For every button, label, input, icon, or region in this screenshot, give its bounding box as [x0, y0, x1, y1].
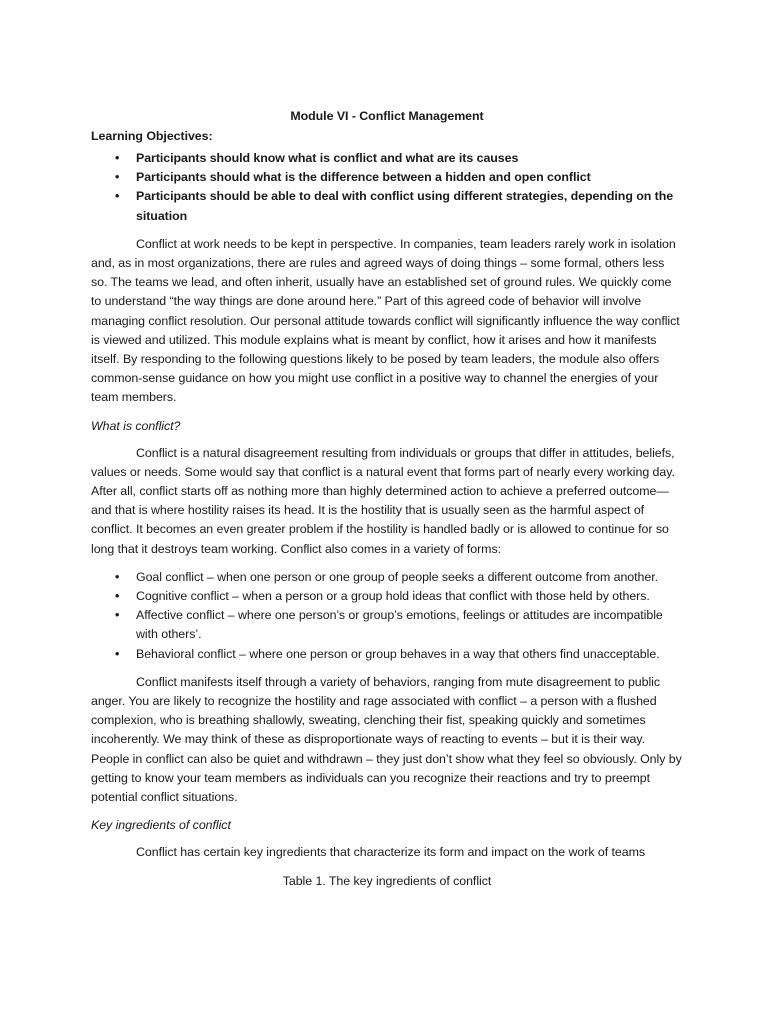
- conflict-form-text: Goal conflict – when one person or one group of people seeks a different outcome from another.: [136, 569, 659, 584]
- objective-text: Participants should know what is conflict and what are its causes: [136, 151, 519, 165]
- manifest-paragraph: Conflict manifests itself through a variety of behaviors, ranging from mute disagreement to public anger. You are likely to recognize the hostility and rage associated with conflict – a person with a flushed complexion, who is breathing shallowly, sweating, clenching their fist, speaking quickly and sometimes incoherently. We may think of these as disproportionate ways of reacting to events – but it is their way. People in conflict can also be quiet and withdrawn – they just don’t show what they feel so obviously. Only by getting to know your team members as individuals can you recognize their reactions and try to preempt potential conflict situations.: [91, 674, 682, 805]
- list-item: [91, 568, 683, 587]
- key-ingredients-paragraph: Conflict has certain key ingredients that characterize its form and impact on the work of teams: [136, 845, 646, 860]
- bullet-icon: •: [115, 646, 120, 661]
- conflict-form-text: Behavioral conflict – where one person or group behaves in a way that others find unacceptable.: [136, 646, 660, 661]
- objective-text: Participants should be able to deal with conflict using different strategies, depending on the situation: [136, 189, 674, 223]
- page-title: Module VI - Conflict Management: [290, 109, 484, 123]
- bullet-icon: •: [115, 569, 120, 584]
- table-caption: Table 1. The key ingredients of conflict: [282, 873, 492, 888]
- list-item: [91, 587, 683, 606]
- bullet-icon: •: [115, 189, 120, 204]
- intro-paragraph: Conflict at work needs to be kept in perspective. In companies, team leaders rarely work in isolation and, as in most organizations, there are rules and agreed ways of doing things – some formal, others less so. The teams we lead, and often inherit, usually have an established set of ground rules. We quickly come to understand “the way things are done around here.” Part of this agreed code of behavior will involve managing conflict resolution. Our personal attitude towards conflict will significantly influence the way conflict is viewed and utilized. This module explains what is meant by conflict, how it arises and how it manifests itself. By responding to the following questions likely to be posed by team leaders, the module also offers common-sense guidance on how you might use conflict in a positive way to channel the energies of your team members.: [91, 236, 680, 405]
- list-item: [91, 187, 683, 225]
- conflict-form-text: Affective conflict – where one person’s or group’s emotions, feelings or attitudes are incompatible with others’.: [136, 608, 663, 642]
- objectives-list: [91, 149, 683, 226]
- list-item: [91, 149, 683, 168]
- list-item: [91, 645, 683, 664]
- section-heading-key-ingredients: Key ingredients of conflict: [91, 818, 231, 833]
- bullet-icon: •: [115, 170, 120, 185]
- objective-text: Participants should what is the difference between a hidden and open conflict: [136, 170, 591, 185]
- bullet-icon: •: [115, 151, 120, 165]
- objectives-heading: Learning Objectives:: [91, 129, 213, 143]
- list-item: [91, 606, 683, 644]
- list-item: [91, 168, 683, 187]
- conflict-form-text: Cognitive conflict – when a person or a group hold ideas that conflict with those held by others.: [136, 589, 650, 604]
- conflict-forms-list: [91, 568, 683, 664]
- bullet-icon: •: [115, 589, 120, 604]
- section-heading-what-is-conflict: What is conflict?: [91, 418, 181, 433]
- document-body: [91, 107, 683, 891]
- bullet-icon: •: [115, 608, 120, 623]
- what-is-conflict-paragraph: Conflict is a natural disagreement resulting from individuals or groups that differ in attitudes, beliefs, values or needs. Some would say that conflict is a natural event that forms part of nearly every working day. After all, conflict starts off as nothing more than highly determined action to achieve a preferred outcome—and that is where hostility raises its head. It is the hostility that is usually seen as the harmful aspect of conflict. It becomes an even greater problem if the hostility is handled badly or is allowed to continue for so long that it destroys team working. Conflict also comes in a variety of forms:: [91, 445, 675, 556]
